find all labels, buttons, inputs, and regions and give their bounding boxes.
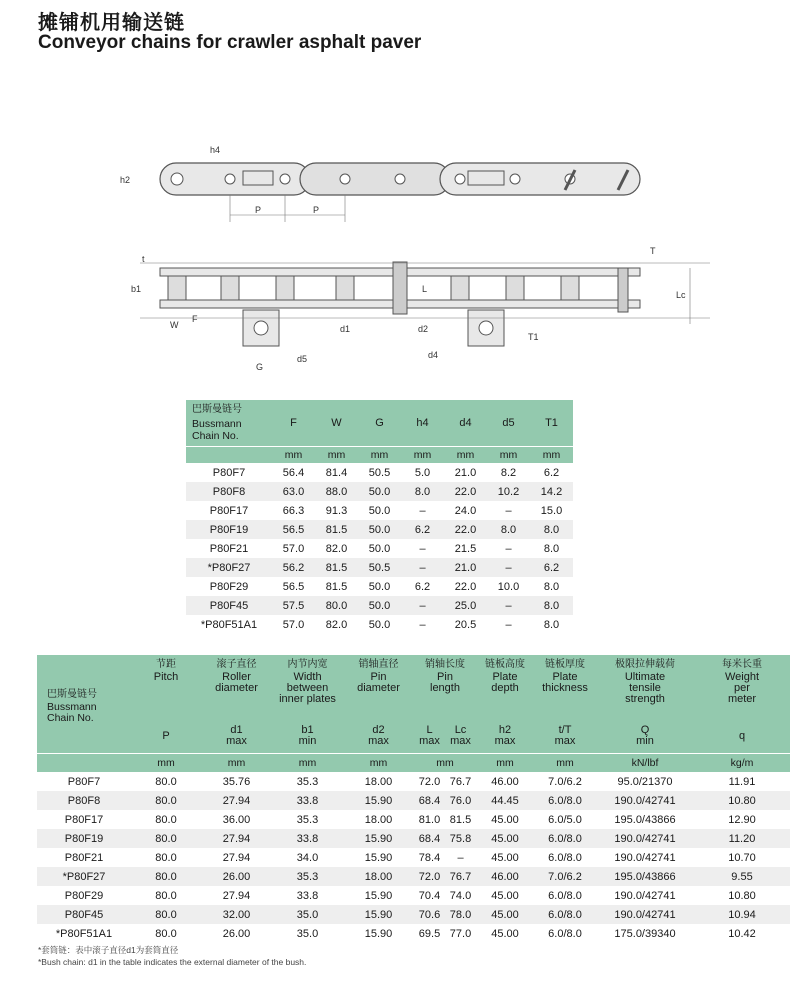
label-b1: b1 [131,284,142,294]
chain-no-header: 巴斯曼链号 Bussmann Chain No. [192,404,242,442]
group-header-pitch: 节距 Pitch [131,655,201,719]
side-view [120,145,640,222]
table-header-row [186,400,573,447]
table-row: P80F17 66.3 91.3 50.0 – 24.0 – 15.0 [209,504,563,517]
label-t: t [142,254,145,264]
table-row: *P80F51A1 57.0 82.0 50.0 – 20.5 – 8.0 [200,618,560,631]
table-row: P80F21 57.0 82.0 50.0 – 21.5 – 8.0 [209,542,560,555]
footnote-cn: *套筒链：表中滚子直径d1为套筒直径 [38,945,179,955]
label-Lc: Lc [676,290,686,300]
table-row: P80F7 56.4 81.4 50.5 5.0 21.0 8.2 6.2 [212,466,560,479]
unit-cell: mm [530,447,573,464]
table-row: P80F8 63.0 88.0 50.0 8.0 22.0 10.2 14.2 [186,482,573,501]
unit-cell: mm [315,447,358,464]
col-header: G [375,417,384,429]
label-d1: d1 [340,324,351,334]
col-header: W [331,417,342,429]
table-row: P80F19 80.0 27.94 33.8 15.90 68.4 75.8 45.00 6.0/8.0 190.0/42741 11.20 [37,829,790,848]
label-h4: h4 [210,145,221,155]
table-row: *P80F51A1 80.0 26.00 35.0 15.90 69.5 77.0 45.00 6.0/8.0 175.0/39340 10.42 [55,927,756,940]
unit-cell: mm [358,447,401,464]
table-row: P80F45 57.5 80.0 50.0 – 25.0 – 8.0 [186,596,573,615]
table-row: *P80F27 80.0 26.00 35.3 18.00 72.0 76.7 46.00 7.0/6.2 195.0/43866 9.55 [37,867,790,886]
group-header-roller: 滚子直径 Roller diameter [201,655,272,719]
title-chinese: 摊铺机用输送链 [38,10,185,34]
dimension-table [186,400,573,634]
label-W: W [170,320,179,330]
label-F: F [192,314,198,324]
label-G: G [256,362,264,372]
col-header: h4 [416,417,429,429]
symbol-row: P d1 max b1 min d2 max L max Lc max h2 max t/T max Q min q [37,719,790,754]
table-row: P80F7 80.0 35.76 35.3 18.00 72.0 76.7 46.00 7.0/6.2 95.0/21370 11.91 [67,775,756,788]
label-d2: d2 [418,324,429,334]
footnote-en: *Bush chain: d1 in the table indicates the external diameter of the bush. [38,957,307,967]
label-d4: d4 [428,350,439,360]
unit-row [186,447,573,464]
col-header: d5 [502,417,515,429]
label-L: L [422,284,428,294]
label-T1: T1 [528,332,539,342]
label-h2: h2 [120,175,131,185]
table-row: P80F19 56.5 81.5 50.0 6.2 22.0 8.0 8.0 [186,520,573,539]
group-header-plate-depth: 链板高度 Plate depth [476,655,534,719]
table-row: P80F8 80.0 27.94 33.8 15.90 68.4 76.0 44.45 6.0/8.0 190.0/42741 10.80 [37,791,790,810]
title-english: Conveyor chains for crawler asphalt paver [38,32,422,53]
label-p2: P [313,205,320,215]
group-header-pin-diameter: 销轴直径 Pin diameter [343,655,414,719]
table-header-row [37,655,790,719]
group-header-weight: 每米长重 Weight per meter [694,655,790,719]
table-row: P80F21 80.0 27.94 34.0 15.90 78.4 – 45.00 6.0/8.0 190.0/42741 10.70 [64,851,756,864]
chain-drawing [110,140,710,380]
label-p1: P [255,205,262,215]
group-header-pin-length: 销轴长度 Pin length [414,655,476,719]
table-row: P80F29 56.5 81.5 50.0 6.2 22.0 10.0 8.0 [209,580,560,593]
chain-no-header: 巴斯曼链号 Bussmann Chain No. [37,655,131,754]
footnotes [38,944,306,968]
unit-cell: mm [272,447,315,464]
col-header: T1 [545,417,558,429]
label-d5: d5 [297,354,308,364]
unit-cell: mm [487,447,530,464]
top-view [131,246,710,372]
unit-row: mm mm mm mm mm mm mm kN/lbf kg/m [37,754,790,773]
table-row: P80F17 80.0 36.00 35.3 18.00 81.0 81.5 45.00 6.0/5.0 195.0/43866 12.90 [64,813,756,826]
table-row: P80F29 80.0 27.94 33.8 15.90 70.4 74.0 45.00 6.0/8.0 190.0/42741 10.80 [64,889,756,902]
unit-cell: mm [444,447,487,464]
unit-cell: mm [401,447,444,464]
group-header-plate-thickness: 链板厚度 Plate thickness [534,655,596,719]
table-row: P80F45 80.0 32.00 35.0 15.90 70.6 78.0 45.00 6.0/8.0 190.0/42741 10.94 [37,905,790,924]
group-header-strength: 极限拉伸载荷 Ultimate tensile strength [596,655,694,719]
label-T: T [650,246,656,256]
col-header: d4 [459,417,472,429]
group-header-width: 内节内宽 Width between inner plates [272,655,343,719]
table-row: *P80F27 56.2 81.5 50.5 – 21.0 – 6.2 [186,558,573,577]
col-header: F [290,417,297,429]
specification-table [37,655,790,943]
